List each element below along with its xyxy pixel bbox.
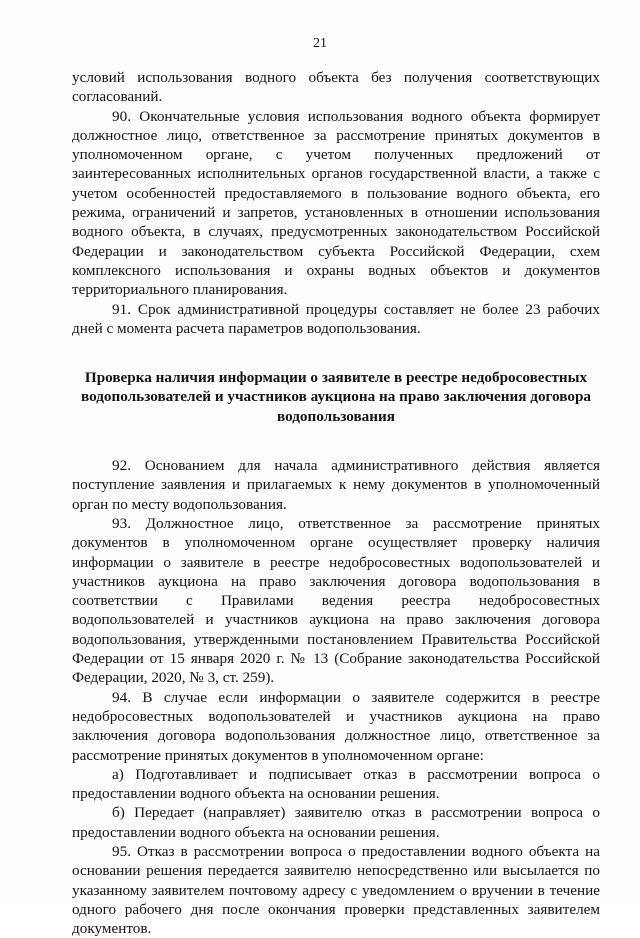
page-number: 21 bbox=[313, 36, 327, 51]
paragraph: 94. В случае если информации о заявителе содержится в реестре недобросовестных водопользователей и участников аукциона на право заключения договора водопользования должностное лицо, ответственное за рассмотрение принятых документов в уполномоченном органе: bbox=[72, 688, 600, 764]
paragraph: условий использования водного объекта без получения соответствующих согласований. bbox=[72, 69, 600, 106]
paragraph: б) Передает (направляет) заявителю отказ в рассмотрении вопроса о предоставлении водного объекта на основании решения. bbox=[72, 804, 600, 841]
section-title: Проверка наличия информации о заявителе в реестре недобросовестных водопользователей и участников аукциона на право заключения договора водопользования bbox=[80, 369, 592, 425]
paragraphs-top bbox=[72, 68, 600, 338]
paragraph: 92. Основанием для начала административного действия является поступление заявления и прилагаемых к нему документов в уполномоченный орган по месту водопользования. bbox=[72, 457, 600, 513]
paragraph: 93. Должностное лицо, ответственное за рассмотрение принятых документов в уполномоченном органе осуществляет проверку наличия информации о заявителе в реестре недобросовестных водопользователей и участников аукциона на право заключения договора водопользования в соответствии с Правилами ведения реестра недобросовестных водопользователей и участников аукциона на право заключения договора водопользования, утвержденными постановлением Правительства Российской Федерации от 15 января 2020 г. № 13 (Собрание законодательства Российской Федерации, 2020, № 3, ст. 259). bbox=[72, 514, 600, 687]
paragraphs-bottom bbox=[72, 456, 600, 938]
paragraph: а) Подготавливает и подписывает отказ в рассмотрении вопроса о предоставлении водного объекта на основании решения. bbox=[72, 765, 600, 803]
document-body bbox=[72, 68, 600, 938]
paragraph: 91. Срок административной процедуры составляет не более 23 рабочих дней с момента расчета параметров водопользования. bbox=[72, 300, 600, 337]
paragraph: 90. Окончательные условия использования водного объекта формирует должностное лицо, ответственное за рассмотрение принятых документов в уполномоченном органе, с учетом полученных предложений от заинтересованных исполнительных органов государственной власти, а также с учетом особенностей предоставляемого в пользование водного объекта, его режима, ограничений и запретов, установленных в отношении использования водного объекта, в случаях, предусмотренных законодательством Российской Федерации и законодательством субъекта Российской Федерации, схем комплексного использования и охраны водных объектов и документов территориального планирования. bbox=[72, 107, 600, 299]
paragraph: 95. Отказ в рассмотрении вопроса о предоставлении водного объекта на основании решения передается заявителю непосредственно или высылается по указанному заявителем почтовому адресу с уведомлением о вручении в течение одного рабочего дня после окончания проверки представленных заявителем документов. bbox=[72, 842, 600, 938]
